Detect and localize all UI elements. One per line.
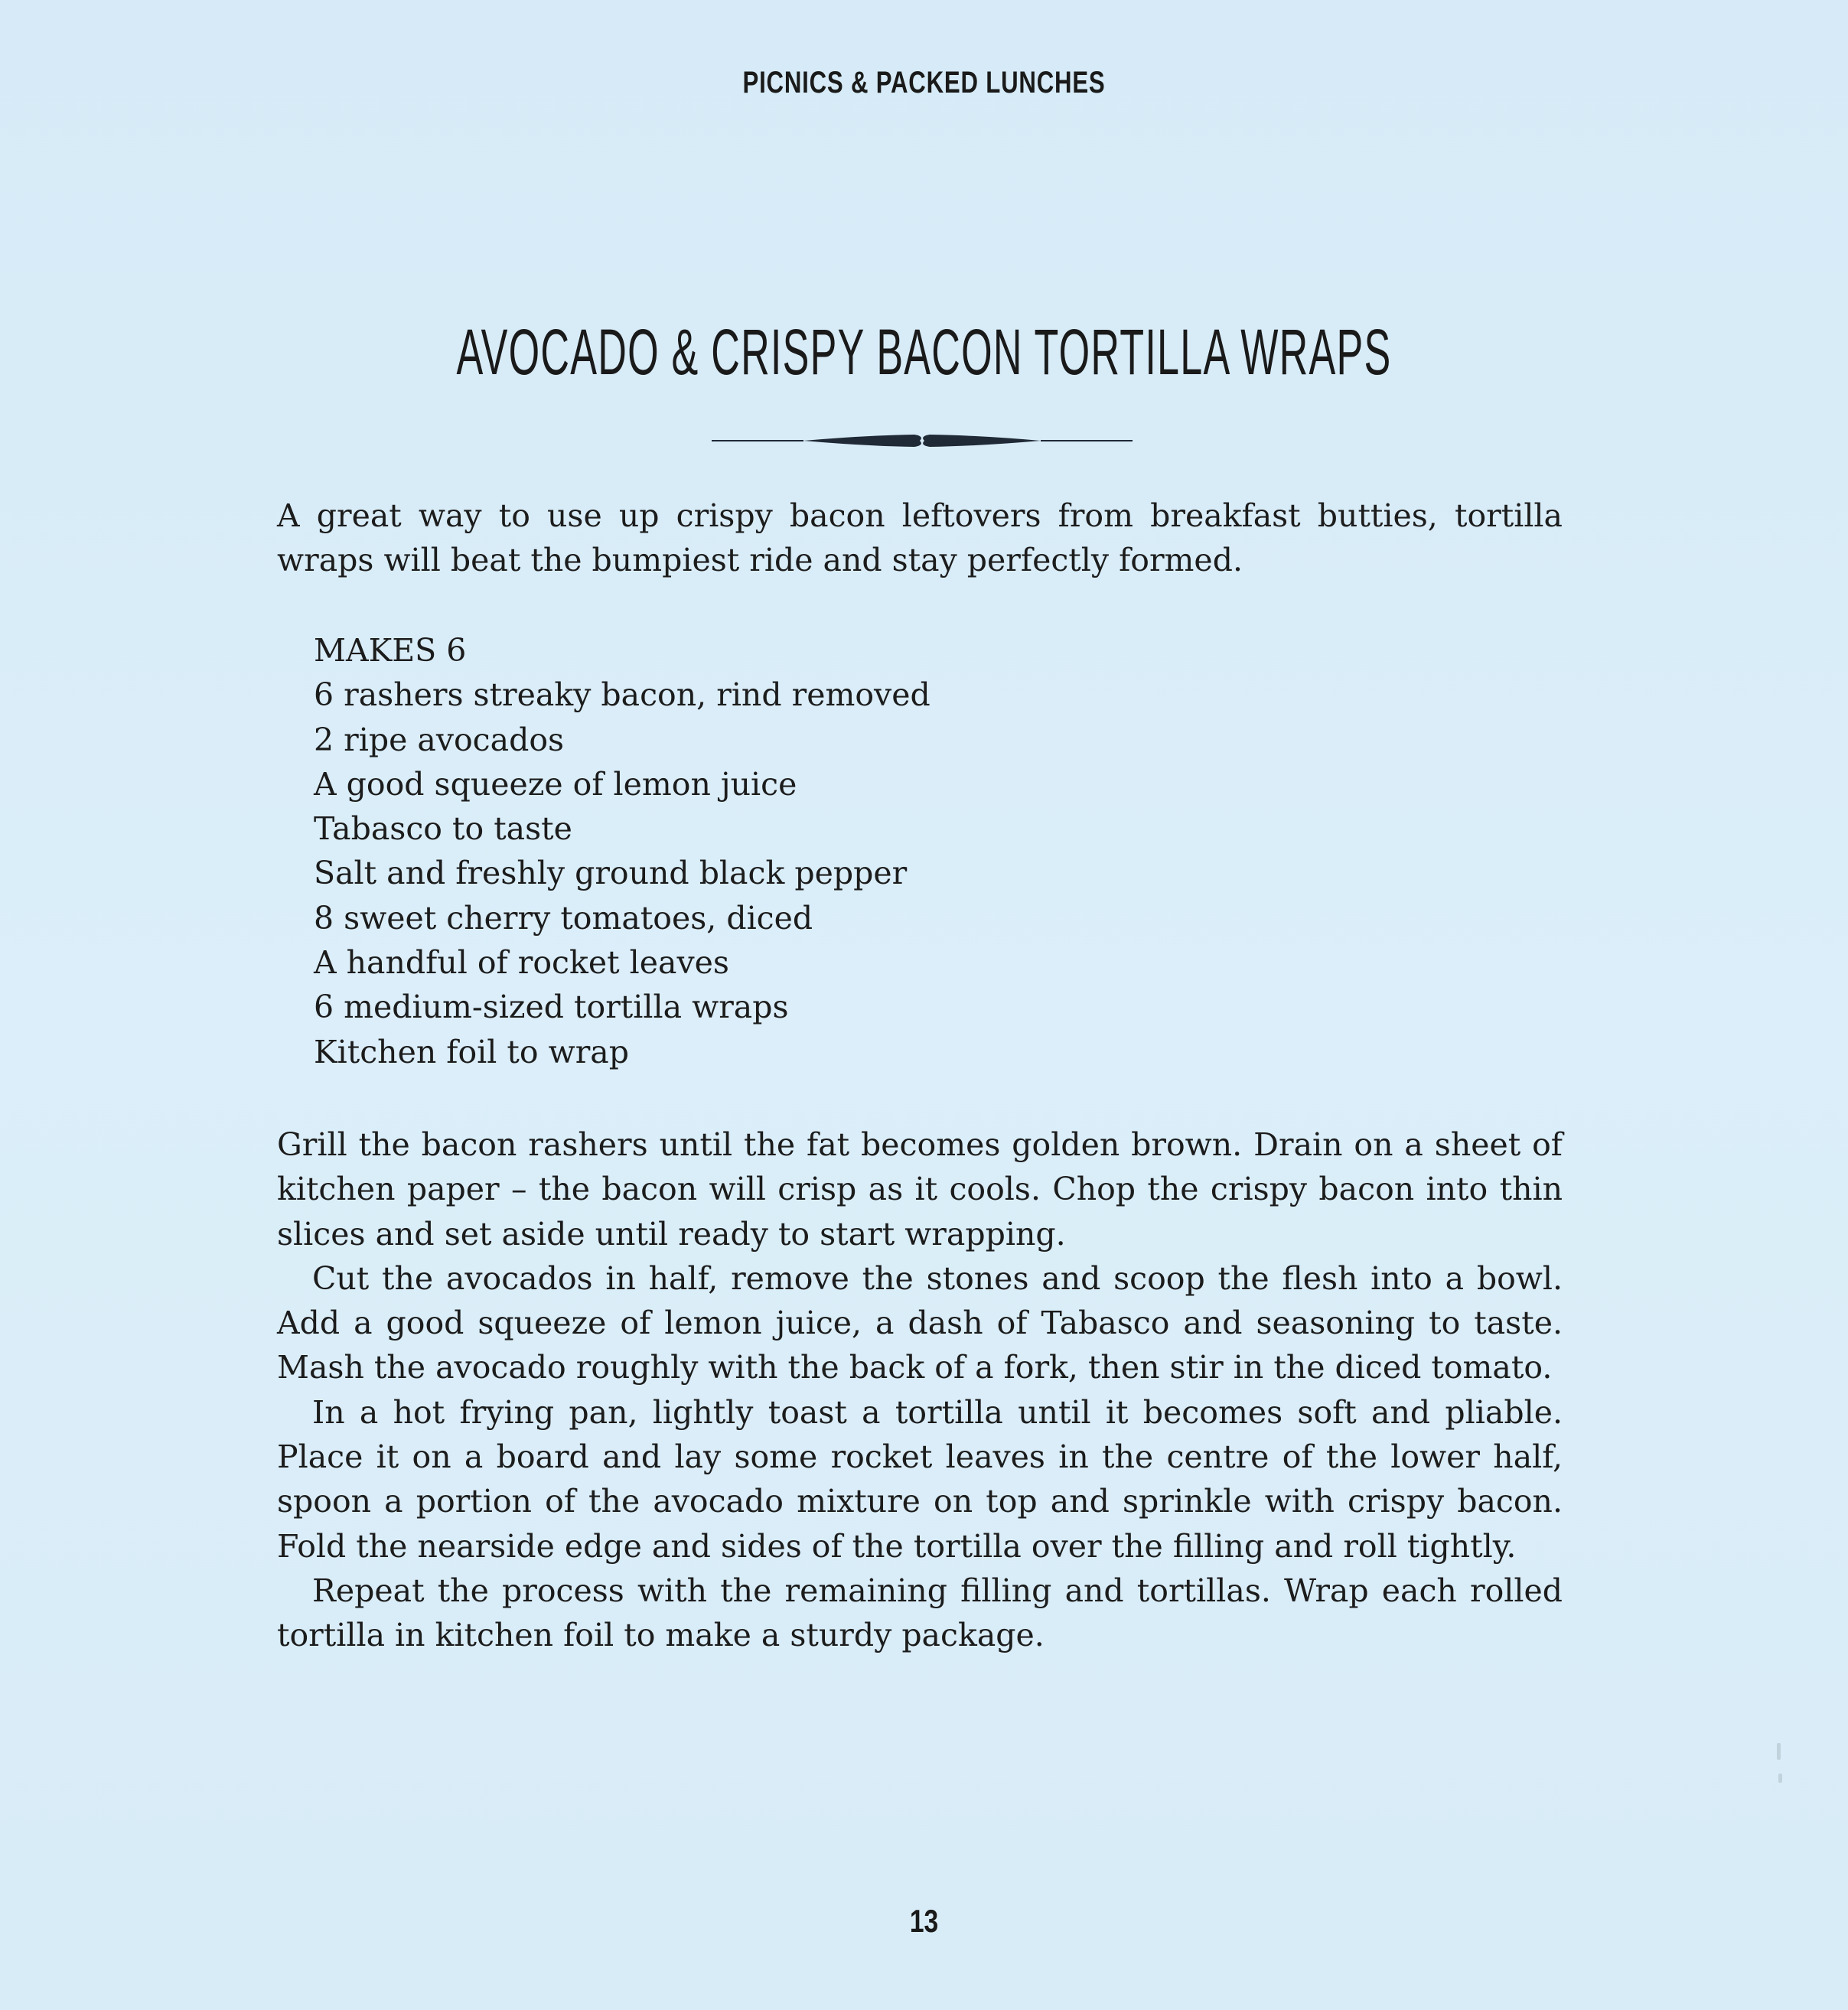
ingredient-item: A good squeeze of lemon juice [314, 765, 797, 803]
ingredient-item: 6 medium-sized tortilla wraps [314, 989, 789, 1026]
ingredient-list [314, 628, 931, 1074]
method-step: Grill the bacon rashers until the fat becomes golden brown. Drain on a sheet of kitchen paper – the bacon will crisp as it cools. Chop the crispy bacon into thin slices and set aside until ready to start wrapping. [277, 1126, 1563, 1253]
ingredient-item: Tabasco to taste [314, 810, 572, 848]
ingredient-item: Kitchen foil to wrap [314, 1033, 629, 1070]
ingredient-item: A handful of rocket leaves [314, 944, 729, 982]
flourish-divider-icon [712, 425, 1133, 456]
paper-blemish [1778, 1774, 1782, 1783]
ingredient-item: 6 rashers streaky bacon, rind removed [314, 676, 931, 714]
page-number: 13 [909, 1903, 939, 1939]
ingredient-item: 8 sweet cherry tomatoes, diced [314, 899, 813, 937]
paper-blemish [1777, 1743, 1781, 1760]
ingredient-item: Salt and freshly ground black pepper [314, 855, 908, 892]
method-step: Repeat the process with the remaining filling and tortillas. Wrap each rolled tortilla in kitchen foil to make a sturdy package. [277, 1572, 1563, 1654]
recipe-title: AVOCADO & CRISPY BACON TORTILLA WRAPS [456, 316, 1392, 388]
yield-line: MAKES 6 [314, 632, 467, 669]
method-step: In a hot frying pan, lightly toast a tortilla until it becomes soft and pliable. Place it on a board and lay some rocket leaves in the centre of the lower half, spoon a portion of the avocado mixture on top and sprinkle with crispy bacon. Fold the nearside edge and sides of the tortilla over the filling and roll tightly. [277, 1393, 1563, 1565]
ingredient-item: 2 ripe avocados [314, 721, 565, 758]
method-section [277, 1122, 1563, 1658]
method-step: Cut the avocados in half, remove the stones and scoop the flesh into a bowl. Add a good squeeze of lemon juice, a dash of Tabasco and seasoning to taste. Mash the avocado roughly with the back of a fork, then stir in the diced tomato. [277, 1259, 1563, 1386]
running-head: PICNICS & PACKED LUNCHES [742, 66, 1106, 99]
recipe-intro: A great way to use up crispy bacon leftovers from breakfast butties, tortilla wraps will beat the bumpiest ride and stay perfectly formed. [277, 497, 1563, 578]
